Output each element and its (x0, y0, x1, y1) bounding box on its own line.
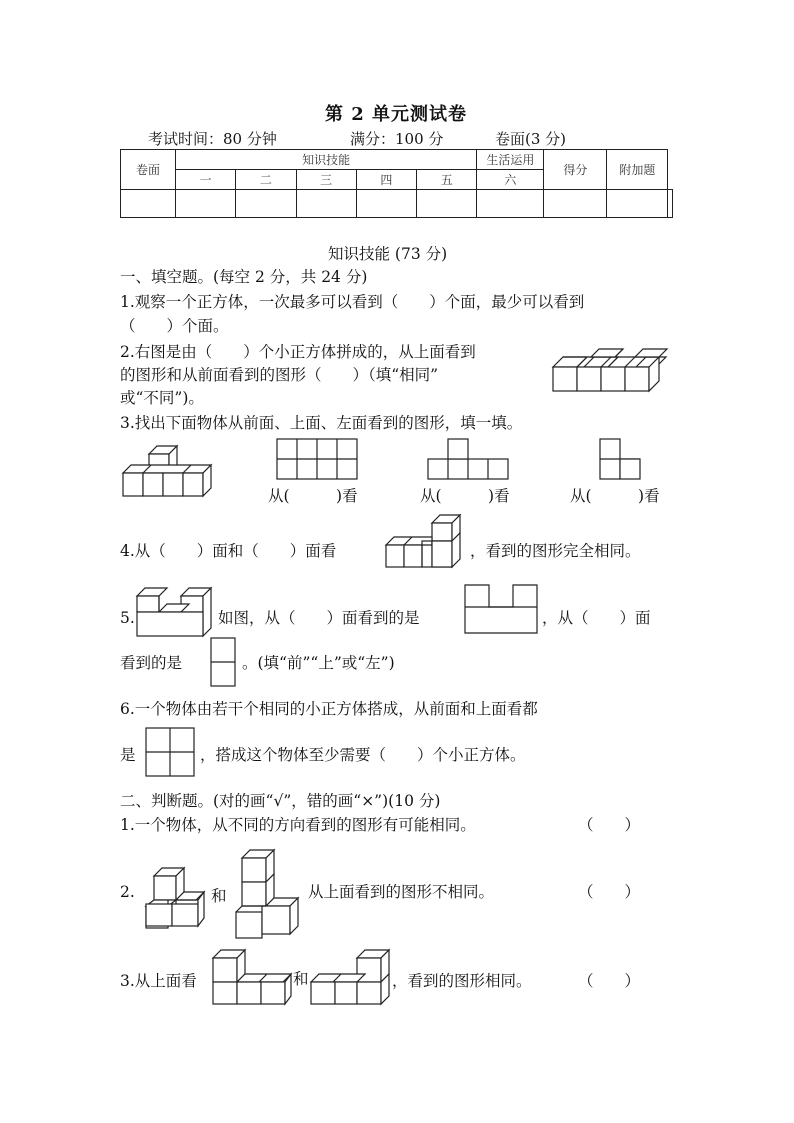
q4-cube-figure (386, 515, 466, 571)
sub-col: 六 (477, 170, 544, 190)
p2-q3-and: 和 (293, 970, 309, 988)
p2-q1-answer[interactable]: （ ） (578, 816, 641, 834)
part2-heading: 二、判断题。(对的画“√”，错的画“×”)(10 分) (120, 792, 441, 810)
neatness-score: 卷面(3 分) (495, 130, 567, 148)
sub-col: 三 (296, 170, 356, 190)
p2-q2-figure-1 (146, 858, 208, 928)
p2-q3-figure-1 (211, 950, 291, 1006)
q3-caption-1: 从( )看 (268, 487, 358, 505)
score-cell[interactable] (477, 190, 544, 218)
q4-text-a: 4.从（ ）面和（ ）面看 (120, 542, 337, 560)
sub-col: 五 (417, 170, 477, 190)
p2-q3-figure-2 (311, 950, 389, 1006)
q6-text-a: 是 (120, 746, 136, 764)
q3-view-grid-2 (428, 439, 510, 481)
col-juanmian: 卷面 (121, 150, 176, 190)
q2-cube-figure (553, 349, 668, 394)
page-title: 第 2 单元测试卷 (325, 104, 468, 125)
q2-line2: 的图形和从前面看到的图形（ ）（填“相同” (120, 366, 439, 384)
q6-text-b: ，搭成这个物体至少需要（ ）个小正方体。 (200, 746, 526, 764)
score-cell[interactable] (607, 190, 668, 218)
p2-q2-figure-2 (236, 850, 302, 942)
score-cell[interactable] (417, 190, 477, 218)
q3-view-grid-3 (600, 439, 642, 481)
q3-caption-3: 从( )看 (570, 487, 660, 505)
score-cell[interactable] (356, 190, 416, 218)
q5-text-b: 如图，从（ ）面看到的是 (218, 609, 420, 627)
p2-q2-answer[interactable]: （ ） (578, 883, 641, 901)
q3-object-figure (123, 444, 218, 500)
score-cell[interactable] (176, 190, 236, 218)
col-bonus: 附加题 (607, 150, 668, 190)
q5-text-c: ，从（ ）面 (542, 609, 651, 627)
score-cell[interactable] (236, 190, 296, 218)
p2-q1-text: 1.一个物体，从不同的方向看到的图形有可能相同。 (120, 816, 476, 834)
col-life: 生活运用 (477, 150, 544, 170)
q4-text-b: ，看到的图形完全相同。 (470, 542, 641, 560)
q2-line1: 2.右图是由（ ）个小正方体拼成的，从上面看到 (120, 343, 476, 361)
score-cell[interactable] (121, 190, 176, 218)
p2-q3-answer[interactable]: （ ） (578, 972, 641, 990)
score-cell[interactable] (544, 190, 607, 218)
q3-view-grid-1 (277, 439, 359, 481)
q1-line1: 1.观察一个正方体，一次最多可以看到（ ）个面，最少可以看到 (120, 293, 585, 311)
q6-view-grid (146, 728, 196, 778)
q5-text-a: 5. (120, 609, 135, 627)
col-knowledge: 知识技能 (176, 150, 477, 170)
col-score: 得分 (544, 150, 607, 190)
full-score: 满分：100 分 (350, 130, 444, 148)
sub-col: 四 (356, 170, 416, 190)
score-cell[interactable] (296, 190, 356, 218)
part1-heading: 一、填空题。(每空 2 分，共 24 分) (120, 268, 368, 286)
q5-text-d: 看到的是 (120, 654, 183, 672)
p2-q3-text-b: ，看到的图形相同。 (392, 972, 532, 990)
section-heading: 知识技能 (73 分) (328, 245, 448, 263)
score-table (120, 149, 673, 218)
q5-text-e: 。(填“前”“上”或“左”) (242, 654, 395, 672)
p2-q3-text-a: 3.从上面看 (120, 972, 197, 990)
p2-q2-num: 2. (120, 883, 135, 901)
q5-cube-figure (137, 584, 215, 638)
q5-view-grid-2 (211, 638, 237, 688)
q5-view-grid-1 (465, 585, 541, 635)
exam-time: 考试时间：80 分钟 (148, 130, 277, 148)
q1-line2: （ ）个面。 (120, 317, 229, 335)
sub-col: 一 (176, 170, 236, 190)
q3-text: 3.找出下面物体从前面、上面、左面看到的图形，填一填。 (120, 414, 523, 432)
q6-line1: 6.一个物体由若干个相同的小正方体搭成，从前面和上面看都 (120, 700, 538, 718)
score-cell[interactable] (668, 190, 673, 218)
q3-caption-2: 从( )看 (420, 487, 510, 505)
sub-col: 二 (236, 170, 296, 190)
p2-q2-and: 和 (211, 887, 227, 905)
p2-q2-text: 从上面看到的图形不相同。 (308, 883, 495, 901)
q2-line3: 或“不同”)。 (120, 389, 204, 407)
